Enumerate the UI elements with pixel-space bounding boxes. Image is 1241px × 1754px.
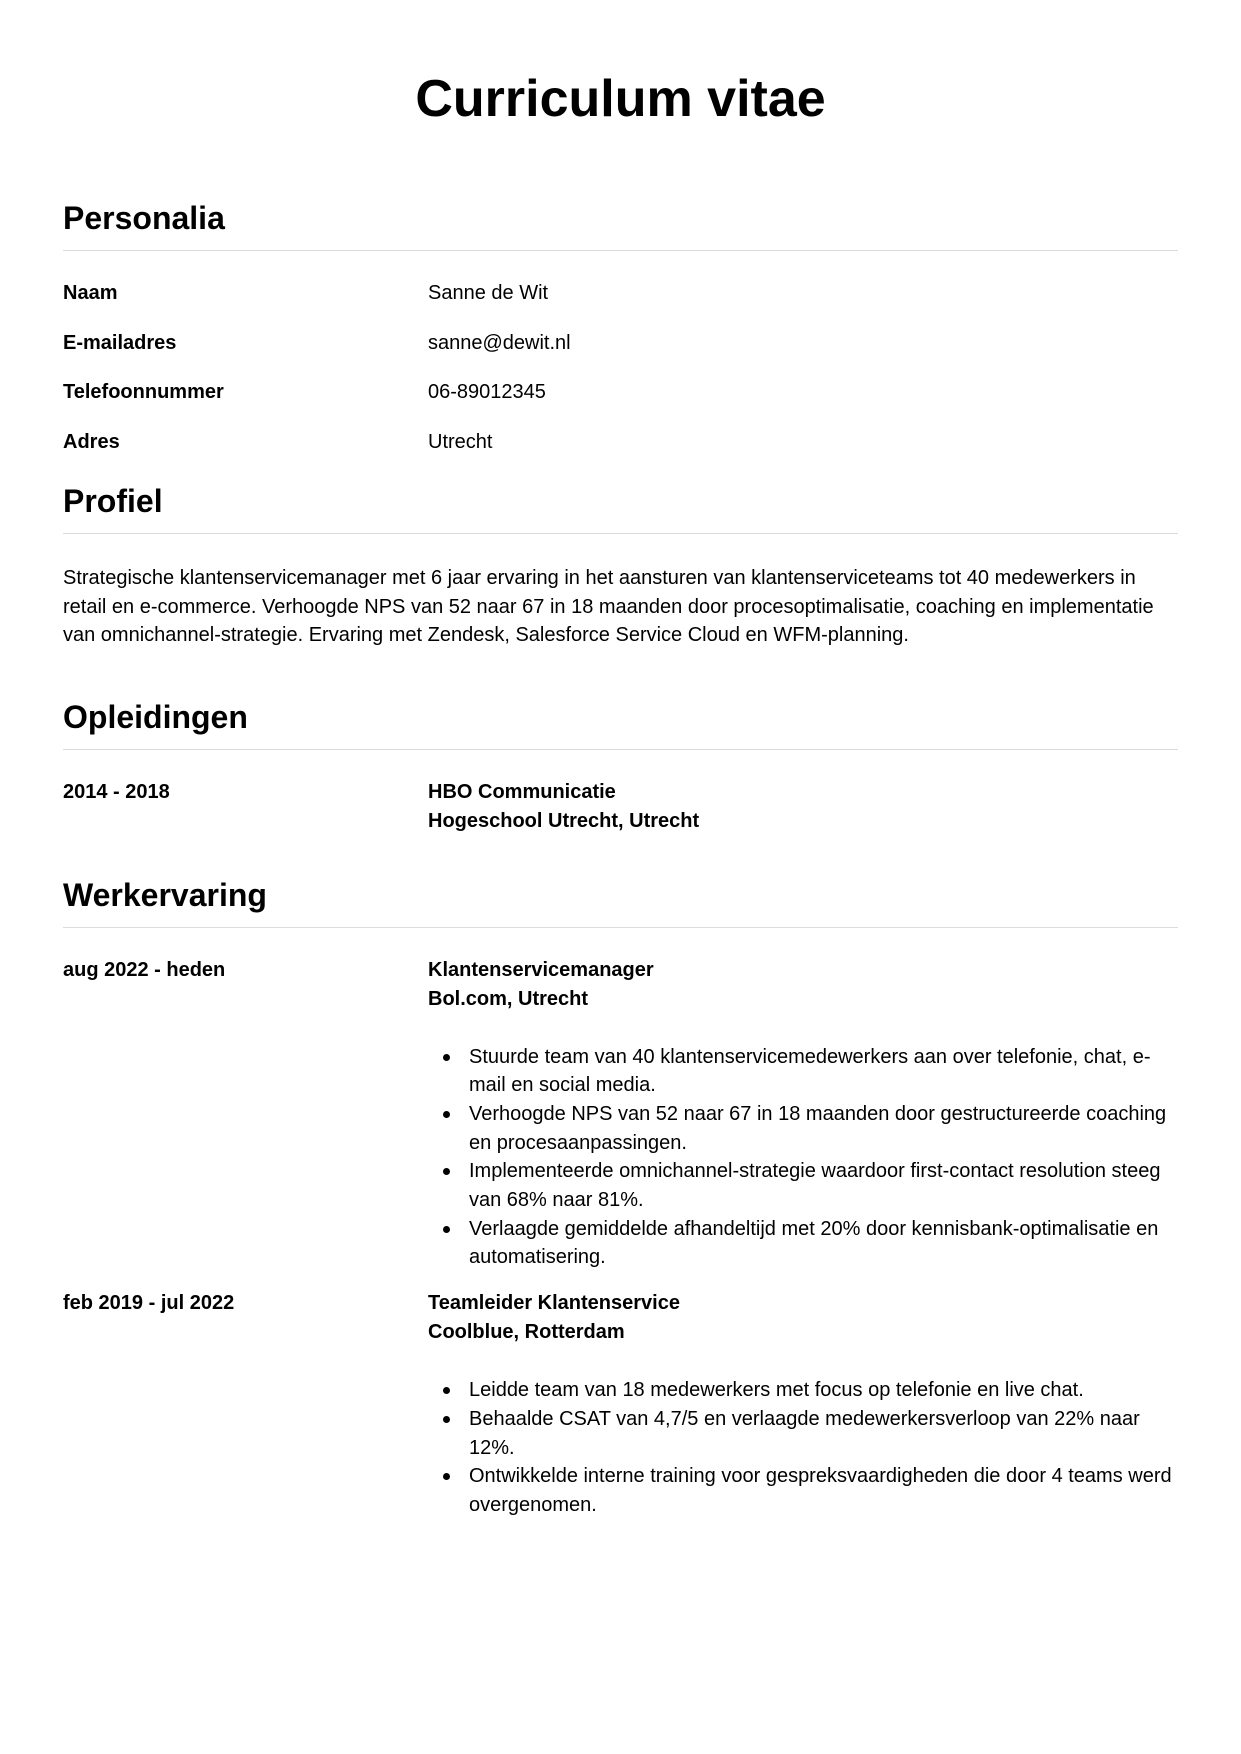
job-entry — [63, 1289, 1178, 1520]
list-item: Verlaagde gemiddelde afhandeltijd met 20% door kennisbank-optimalisatie en automatisering. — [469, 1215, 1178, 1272]
list-item: Ontwikkelde interne training voor gespreksvaardigheden die door 4 teams werd overgenomen. — [469, 1462, 1178, 1519]
field-value: 06-89012345 — [428, 381, 546, 403]
job-details — [428, 956, 1178, 1273]
list-item: Behaalde CSAT van 4,7/5 en verlaagde medewerkersverloop van 22% naar 12%. — [469, 1405, 1178, 1462]
education-details — [428, 778, 1178, 836]
field-label: Adres — [63, 430, 120, 453]
job-entry — [63, 956, 1178, 1273]
job-period: aug 2022 - heden — [63, 958, 226, 981]
job-period: feb 2019 - jul 2022 — [63, 1292, 235, 1315]
list-item: Implementeerde omnichannel-strategie waardoor first-contact resolution steeg van 68% naar 81%. — [469, 1157, 1178, 1214]
job-details — [428, 1289, 1178, 1520]
field-label: E-mailadres — [63, 331, 177, 354]
profile-text: Strategische klantenservicemanager met 6 jaar ervaring in het aansturen van klantenserviceteams tot 40 medewerkers in retail en e-commerce. Verhoogde NPS van 52 naar 67 in 18 maanden door procesoptimalisatie, coaching en implementatie van omnichannel-strategie. Ervaring met Zendesk, Salesforce Service Cloud en WFM-planning. — [63, 567, 1154, 646]
list-item: Leidde team van 18 medewerkers met focus op telefonie en live chat. — [469, 1376, 1178, 1405]
personalia-table — [63, 281, 1178, 479]
field-label: Telefoonnummer — [63, 381, 224, 403]
job-company: Bol.com, Utrecht — [428, 987, 589, 1010]
section-personalia — [63, 198, 1178, 479]
personalia-row-naam — [63, 281, 1178, 331]
personalia-row-telefoon — [63, 380, 1178, 430]
education-title: HBO Communicatie — [428, 780, 616, 803]
section-title-profiel: Profiel — [63, 481, 1178, 534]
section-title-werkervaring: Werkervaring — [63, 875, 1178, 928]
job-company: Coolblue, Rotterdam — [428, 1321, 625, 1344]
section-title-personalia: Personalia — [63, 198, 1178, 251]
field-value: Utrecht — [428, 430, 493, 453]
education-entry — [63, 778, 1178, 836]
list-item: Verhoogde NPS van 52 naar 67 in 18 maanden door gestructureerde coaching en procesaanpassingen. — [469, 1100, 1178, 1157]
field-label: Naam — [63, 282, 118, 304]
field-value: Sanne de Wit — [428, 282, 549, 304]
personalia-row-adres — [63, 430, 1178, 480]
job-title: Klantenservicemanager — [428, 958, 654, 981]
job-achievements — [428, 1376, 1178, 1520]
section-profiel — [63, 481, 1178, 650]
section-werkervaring — [63, 875, 1178, 1520]
field-value: sanne@dewit.nl — [428, 331, 571, 354]
personalia-row-email — [63, 331, 1178, 381]
education-institution: Hogeschool Utrecht, Utrecht — [428, 809, 700, 832]
job-title: Teamleider Klantenservice — [428, 1292, 680, 1315]
list-item: Stuurde team van 40 klantenservicemedewerkers aan over telefonie, chat, e-mail en social media. — [469, 1043, 1178, 1100]
section-title-opleidingen: Opleidingen — [63, 697, 1178, 750]
education-period: 2014 - 2018 — [63, 780, 170, 803]
document-title: Curriculum vitae — [415, 70, 826, 128]
job-achievements — [428, 1043, 1178, 1273]
section-opleidingen — [63, 697, 1178, 836]
